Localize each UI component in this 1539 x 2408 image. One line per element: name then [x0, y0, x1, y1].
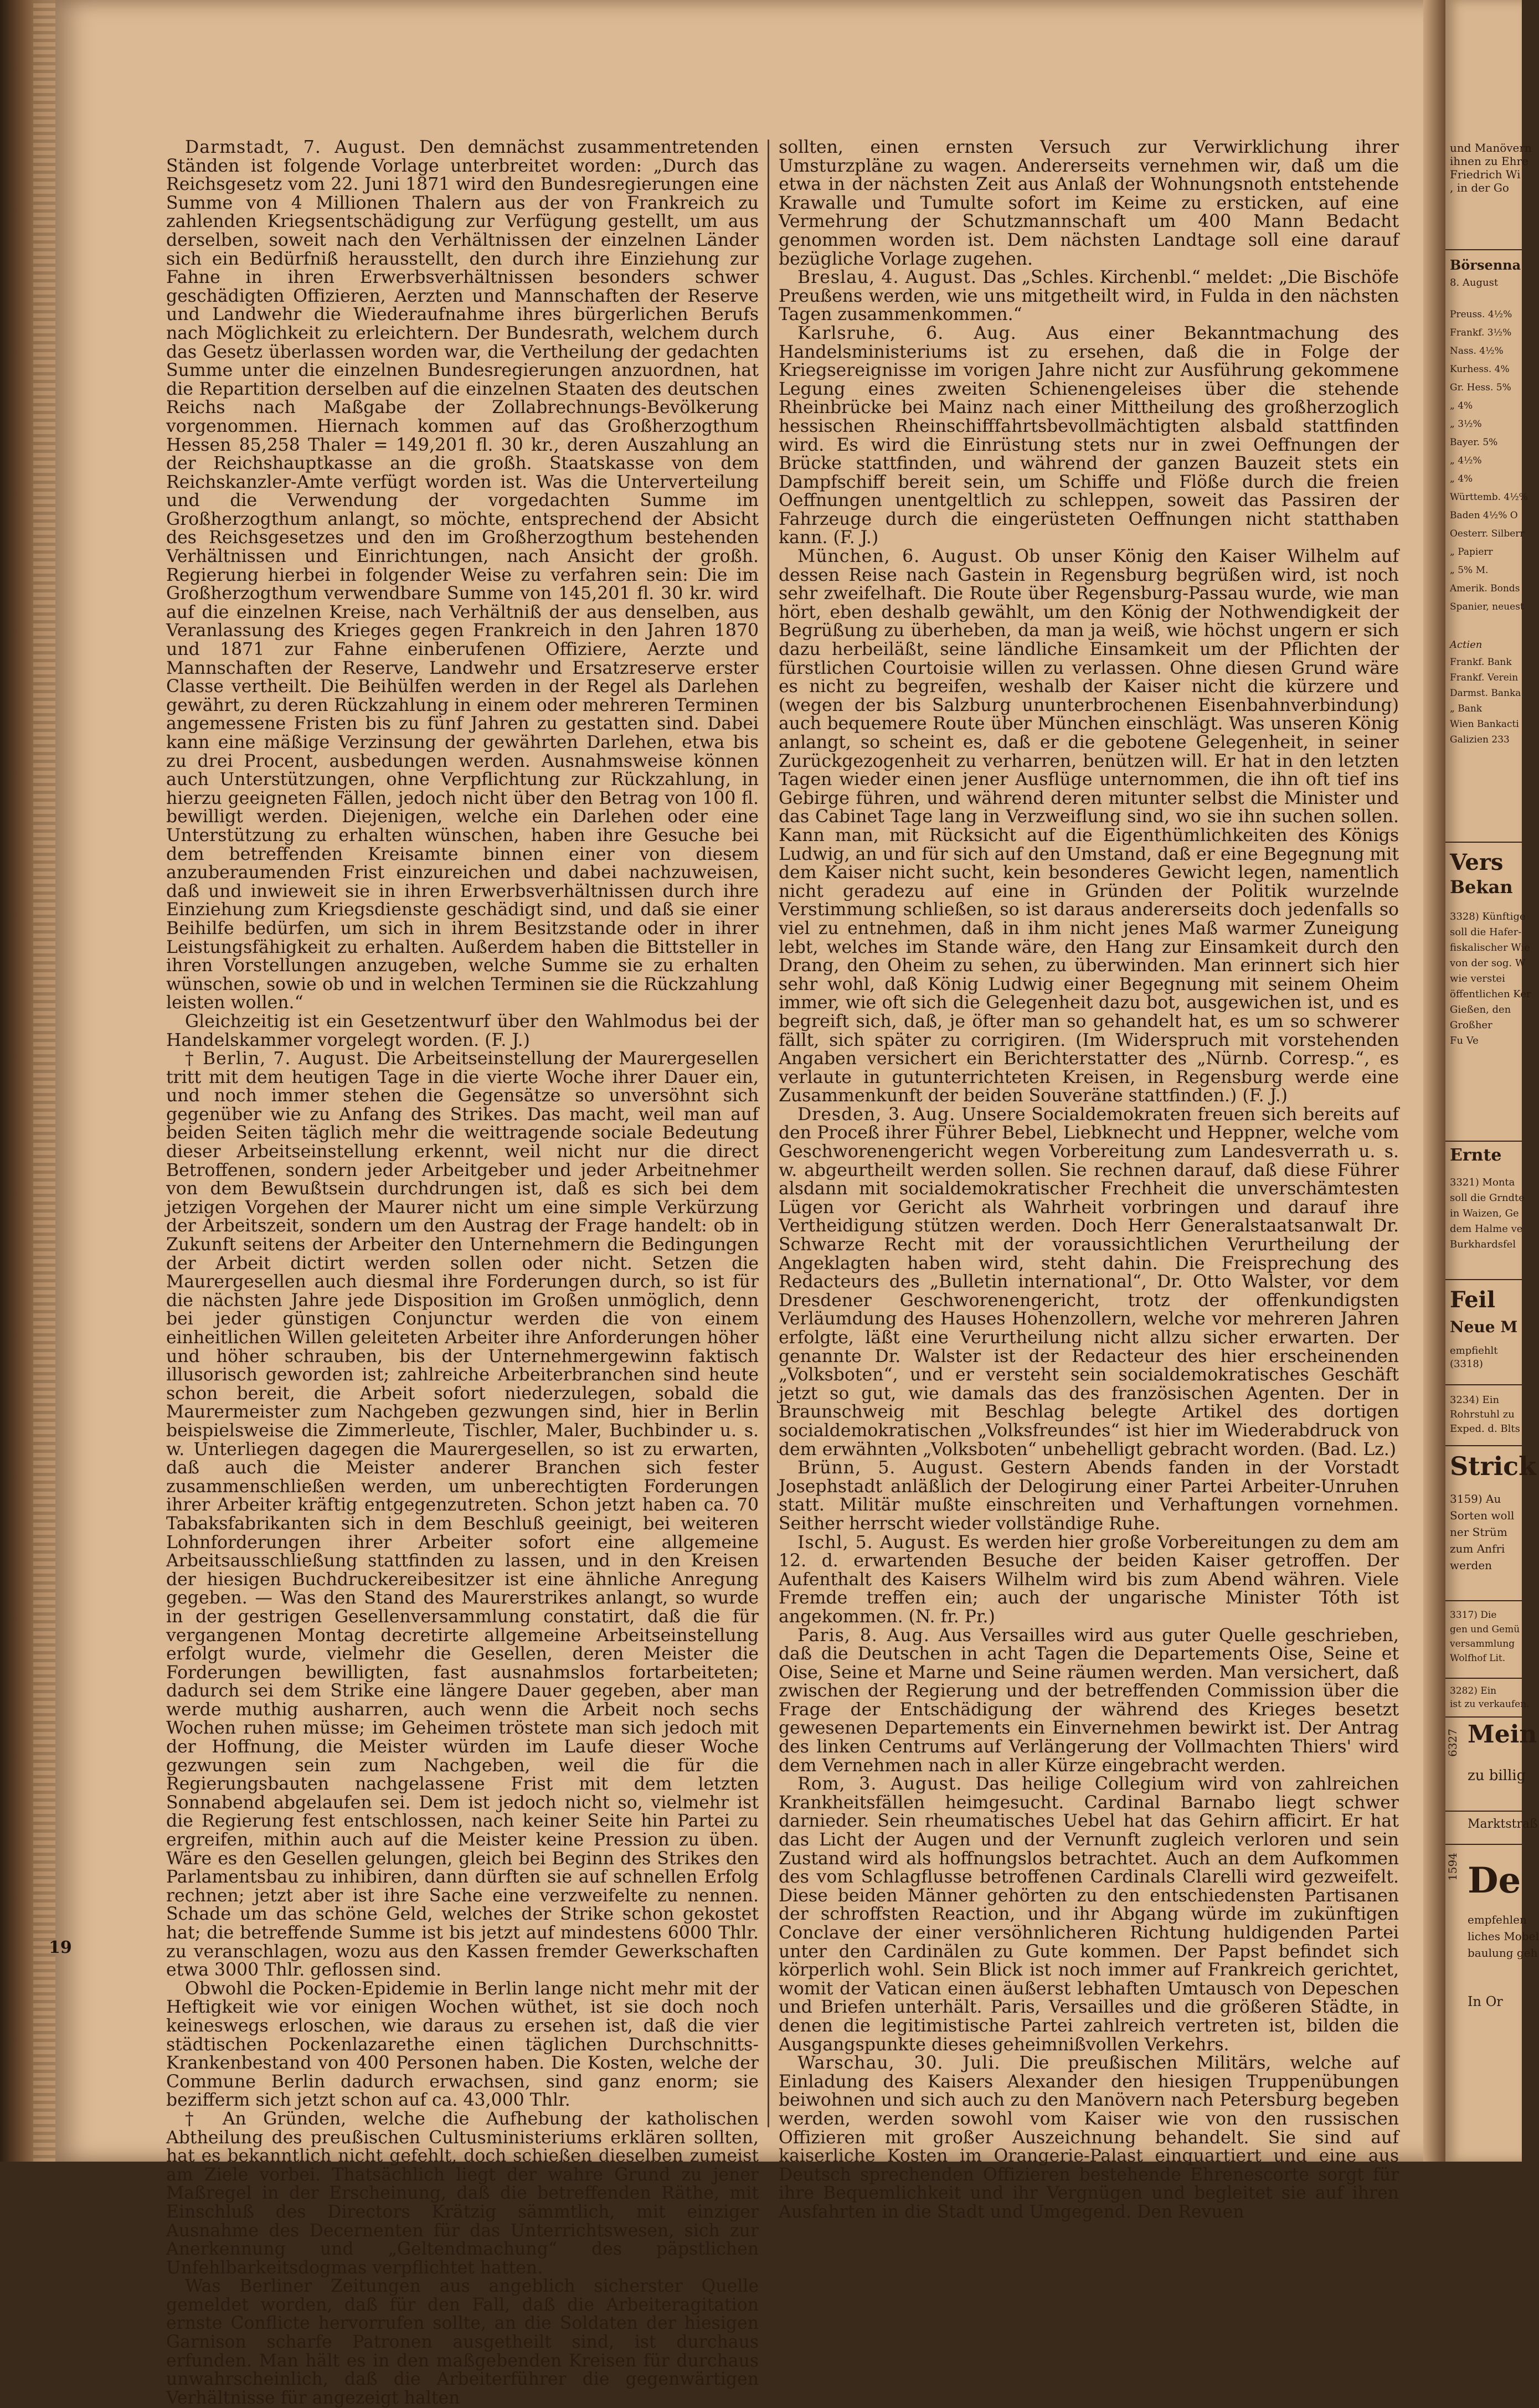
strip-line: Darmst. Banka — [1450, 688, 1521, 699]
article-text: sollten, einen ernsten Versuch zur Verwirklichung ihrer Umsturzpläne zu wagen. Andererseits vernehmen wir, daß um die etwa in der nächsten Zeit aus Anlaß der Wohnungsnoth entstehende Krawalle und Tumulte sofort im Keime zu ersticken, auf eine Vermehrung der Schutzmannschaft um 400 Mann Bedacht genommen worden ist. Dem nächsten Landtage soll eine darauf bezügliche Vorlage zugehen. — [779, 137, 1399, 269]
ad-neue-head: Neue M — [1450, 1318, 1518, 1336]
strip-line: werden — [1450, 1559, 1492, 1572]
strip-line: Großher — [1450, 1019, 1492, 1031]
article-paragraph — [779, 1627, 1399, 1776]
article-paragraph — [779, 1775, 1399, 2054]
ad-feil — [1445, 1279, 1522, 1391]
strip-line: Marktstraß — [1468, 1817, 1538, 1831]
ad-verkauf — [1445, 1678, 1530, 1718]
article-text: Den demnächst zusammentretenden Ständen ist folgende Vorlage unterbreitet worden: „Durch das Reichsgesetz vom 22. Juni 1871 wird den Bundesregierungen eine Summe von 4 Millionen Thalern aus der von Frankreich zu zahlenden Kriegsentschädigung zur Verfügung gestellt, um aus derselben, soweit nach den Verhältnissen der einzelnen Länder sich ein Bedürfniß herausstellt, den durch ihre Einziehung zur Fahne in ihren Erwerbsverhältnissen besonders schwer geschädigten Offizieren, Aerzten und Mannschaften der Reserve und Landwehr die Wiederaufnahme ihres bürgerlichen Berufs nach Möglichkeit zu erleichtern. Der Bundesrath, welchem durch das Gesetz überlassen worden war, die Vertheilung der gedachten Summe unter die einzelnen Bundesregierungen anzuordnen, hat die Repartition derselben auf die einzelnen Staaten des deutschen Reichs nach Maßgabe der Zollabrechnungs-Bevölkerung vorgenommen. Hiernach kommen auf das Großherzogthum Hessen 85,258 Thaler = 149,201 fl. 30 kr., deren Auszahlung an der Reichshauptkasse an die großh. Staatskasse von dem Reichskanzler-Amte verfügt worden ist. Was die Unterverteilung und die Verwendung der vorgedachten Summe im Großherzogthum anlangt, so möchte, entsprechend der Absicht des Reichsgesetzes und den im Großherzogthum bestehenden Verhältnissen und Einrichtungen, nach Ansicht der großh. Regierung hierbei in folgender Weise zu verfahren sein: Die im Großherzogthum verwendbare Summe von 145,201 fl. 30 kr. wird auf die einzelnen Kreise, nach Verhältniß der aus denselben, aus Veranlassung des Krieges gegen Frankreich in den Jahren 1870 und 1871 zur Fahne einberufenen Offiziere, Aerzte und Mannschaften der Reserve, Landwehr und Ersatzreserve erster Classe vertheilt. Die Beihülfen werden in der Regel als Darlehen gewährt, zu deren Rückzahlung in einem oder mehreren Terminen angemessene Fristen bis zu fünf Jahren zu gestatten sind. Dabei kann eine mäßige Verzinsung der gewährten Darlehen, etwa bis zu drei Procent, ausbedungen werden. Ausnahmsweise können auch Unterstützungen, ohne Verpflichtung zur Rückzahlung, in hierzu geeigneten Fällen, jedoch nicht über den Betrag von 100 fl. bewilligt werden. Diejenigen, welche ein Darlehen oder eine Unterstützung zu erhalten wünschen, haben ihre Gesuche bei dem betreffenden Kreisamte binnen einer von diesem anzuberaumenden Frist einzureichen und dabei nachzuweisen, daß und inwieweit sie in ihren Erwerbsverhältnissen durch ihre Einziehung zum Kriegsdienste geschädigt sind, und daß sie einer Beihilfe bedürfen, um sich in ihrem Besitzstande oder in ihrer Leistungsfähigkeit zu erhalten. Außerdem haben die Bittsteller in ihren Vorstellungen anzugeben, welche Summe sie zu erhalten wünschen, sowie ob und in welchen Terminen sie die Rückzahlung leisten wollen.“ — [166, 137, 759, 1013]
strip-line: Württemb. 4½% — [1450, 492, 1528, 503]
dateline: Dresden, 3. Aug. — [797, 1104, 956, 1125]
strip-line: soll die Grndte — [1450, 1192, 1525, 1204]
ad-feil-text — [1450, 1344, 1520, 1371]
dateline: Warschau, 30. Juli. — [797, 2053, 1001, 2074]
ad-marktstrasse — [1445, 1811, 1538, 1845]
ad-ernte-text — [1450, 1175, 1525, 1252]
article-paragraph — [166, 2277, 759, 2407]
page-gutter — [1423, 0, 1445, 2162]
ad-ernte — [1445, 1141, 1525, 1280]
dateline: Karlsruhe, 6. Aug. — [797, 323, 1017, 343]
article-text: Es werden hier große Vorbereitungen zu dem am 12. d. erwartenden Besuche der beiden Kaiser getroffen. Der Aufenthalt des Kaisers Wilhelm wird bis zum Abend währen. Viele Fremde treffen ein; auch der ungarische Minister Tóth ist angekommen. — [779, 1532, 1399, 1627]
strip-line: Friedrich Wi — [1450, 168, 1521, 181]
article-paragraph — [166, 1050, 759, 1980]
strip-line: Wolfhof Lit. — [1450, 1653, 1506, 1664]
ad-verkauf-text — [1450, 1684, 1530, 1711]
dateline: † Berlin, 7. August. — [185, 1049, 370, 1069]
strip-line: 3234) Ein — [1450, 1394, 1500, 1406]
ad-mein — [1445, 1716, 1537, 1812]
strip-line: soll die Hafer- — [1450, 926, 1522, 938]
source-credit: (Bad. Lz.) — [1310, 1439, 1397, 1460]
strip-line: zum Anfri — [1450, 1542, 1505, 1555]
side-number: 1594 — [1446, 1853, 1459, 1881]
article-text: Die preußischen Militärs, welche auf Einladung des Kaisers Alexander den hiesigen Truppenübungen beiwohnen und sich auch zu den Manövern nach Petersburg begeben werden, werden sowohl vom Kaiser wie von den russischen Offizieren mit großer Auszeichnung behandelt. Sie sind auf kaiserliche Kosten im Orangerie-Palast einquartiert und eine aus Deutsch sprechenden Offizieren bestehende Ehrenescorte sorgt für ihre Bequemlichkeit und ihr Vergnügen und begleitet sie auf ihren Ausfahrten in die Stadt und Umgegend. Den Revuen — [779, 2053, 1399, 2222]
adjacent-page-strip — [1445, 0, 1539, 2162]
article-paragraph — [779, 548, 1399, 1106]
strip-line: zu billig — [1468, 1767, 1526, 1784]
strip-line: (3318) — [1450, 1358, 1483, 1370]
dateline: Rom, 3. August. — [797, 1774, 962, 1795]
strip-line: „ 5% M. — [1450, 565, 1489, 576]
strip-line: „ 4% — [1450, 473, 1473, 484]
strip-line: Galizien 233 — [1450, 734, 1510, 745]
strip-line: von der sog. W — [1450, 957, 1526, 969]
strip-line: und Manövern — [1450, 141, 1532, 154]
dateline: Darmstadt, 7. August. — [185, 137, 406, 157]
ad-mein-text — [1468, 1767, 1537, 1784]
strip-line: Burkhardsfel — [1450, 1239, 1516, 1250]
dateline: Brünn, 5. August. — [797, 1458, 985, 1478]
actien-heading: Actien — [1450, 639, 1483, 651]
strip-line: 3321) Monta — [1450, 1177, 1515, 1188]
article-paragraph — [779, 138, 1399, 269]
strip-line: „ Papierr — [1450, 546, 1493, 558]
strip-line: ihnen zu Ehre — [1450, 154, 1528, 168]
strip-line: empfehlen — [1468, 1913, 1527, 1926]
strip-line: Frankf. Verein — [1450, 672, 1519, 683]
strip-line: Gr. Hess. 5% — [1450, 382, 1511, 393]
article-paragraph — [779, 1106, 1399, 1459]
article-text: Die Arbeitseinstellung der Maurergesellen tritt mit dem heutigen Tage in die vierte Woche ihrer Dauer ein, und noch immer stehen die Gegensätze so unversöhnt sich gegenüber wie zu Anfang des Strikes. Das macht, weil man auf beiden Seiten täglich mehr die weittragende sociale Bedeutung dieser Arbeitseinstellung erkennt, weil nicht nur die direct Betroffenen, sondern jeder Arbeitgeber und jeder Arbeitnehmer von dem Bewußtsein durchdrungen ist, daß es sich bei dem jetzigen Vorgehen der Maurer nicht um eine simple Verkürzung der Arbeitszeit, sondern um den Austrag der Frage handelt: ob in Zukunft seitens der Arbeiter den Unternehmern die Bedingungen der Arbeit dictirt werden sollen oder nicht. Setzen die Maurergesellen auch diesmal ihre Forderungen durch, so ist für die nächsten Jahre jede Disposition im Großen unmöglich, denn bei jeder günstigen Conjunctur werden die von einem einheitlichen Willen geleiteten Arbeiter ihre Anforderungen höher und höher schrauben, bis der Unternehmergewinn faktisch illusorisch geworden ist; zahlreiche Arbeiterbranchen sind heute schon bereit, die Arbeit sofort niederzulegen, sobald die Maurermeister zum Nachgeben gezwungen sind, hier in Berlin beispielsweise die Zimmerleute, Tischler, Maler, Buchbinder u. s. w. Unterliegen dagegen die Maurergesellen, so ist zu erwarten, daß auch die Meister anderer Branchen sich fester zusammenschließen werden, um unberechtigten Forderungen ihrer Arbeiter kräftig entgegenzutreten. Schon jetzt haben ca. 70 Tabaksfabrikanten sich in dem Beschluß geeinigt, bei weiteren Lohnforderungen ihrer Arbeiter sofort eine allgemeine Arbeitsausschließung stattfinden zu lassen, und in den Kreisen der hiesigen Buchdruckereibesitzer ist eine ähnliche Anregung gegeben. — Was den Stand des Maurerstrikes anlangt, so wurde in der gestrigen Gesellenversammlung constatirt, daß die für vergangenen Montag decretirte allgemeine Arbeitseinstellung erfolgt wurde, vielmehr die Gesellen, deren Meister die Forderungen bewilligten, fast ausnahmslos fortarbeiteten; dadurch sei dem Strike eine längere Dauer gegeben, aber man werde muthig ausharren, auch wenn die Arbeit noch sechs Wochen ruhen müsse; im Geheimen tröstete man sich jedoch mit der Hoffnung, die Meister würden im Laufe dieser Woche gezwungen sein zum Nachgeben, weil die für die Regierungsbauten nachgelassene Frist mit dem letzten Sonnabend abgelaufen sei. Dem ist jedoch nicht so, vielmehr ist die Regierung fest entschlossen, nach keiner Seite hin Partei zu ergreifen, mithin auch auf die Meister keine Pression zu üben. Wäre es den Gesellen gelungen, gleich bei Beginn des Strikes den Parlamentsbau zu inhibiren, dann dürften sie auf schnellen Erfolg rechnen; jetzt aber ist ihre Sache eine verzweifelte zu nennen. Schade um das schöne Geld, welches der Strike schon gekostet hat; die betreffende Summe ist bis jetzt auf mindestens 6000 Thlr. zu veranschlagen, wozu aus den Kassen fremder Gewerkschaften etwa 3000 Thlr. geflossen sind. — [166, 1049, 759, 1981]
strip-line: Fu Ve — [1450, 1035, 1479, 1046]
right-column — [779, 138, 1399, 2222]
boerse-box — [1445, 249, 1528, 854]
article-text: Aus einer Bekanntmachung des Handelsministeriums ist zu ersehen, daß die in Folge der Kriegsereignisse im vorigen Jahre nicht zur Ausführung gekommene Legung eines zweiten Schienengeleises über die stehende Rheinbrücke bei Mainz nach einer Mittheilung des großherzoglich hessischen Rheinschifffahrtsbevollmächtigten alsbald stattfinden wird. Es wird die Einrüstung stets nur in zwei Oeffnungen der Brücke stattfinden, und während der ganzen Bauzeit stets ein Dampfschiff bereit sein, um Schiffe und Flöße durch die freien Oeffnungen unentgeltlich zu schleppen, soweit das Passiren der Fahrzeuge durch die eingerüsteten Oeffnungen nicht statthaben kann. — [779, 323, 1399, 548]
dateline: Paris, 8. Aug. — [797, 1625, 930, 1646]
ad-de-footer — [1468, 1994, 1537, 2009]
strip-line: Frankf. Bank — [1450, 657, 1512, 668]
strip-line: versammlung — [1450, 1638, 1515, 1649]
article-paragraph — [779, 1534, 1399, 1627]
article-paragraph — [166, 138, 759, 1013]
article-paragraph — [779, 1459, 1399, 1533]
dateline: München, 6. August. — [797, 546, 1003, 567]
strip-line: Spanier, neuest — [1450, 601, 1524, 612]
ad-gemuese — [1445, 1600, 1522, 1679]
source-credit: (F. J.) — [1242, 1086, 1288, 1106]
dateline: † — [185, 2108, 206, 2129]
strip-line: Oesterr. Silberr — [1450, 528, 1525, 539]
left-column — [166, 138, 759, 2407]
ad-strick-text — [1450, 1491, 1520, 1574]
ad-de-text — [1468, 1911, 1537, 1961]
column-rule — [768, 140, 769, 2127]
strip-line: 3317) Die — [1450, 1610, 1497, 1621]
article-text: Unsere Socialdemokraten freuen sich bereits auf den Proceß ihrer Führer Bebel, Liebknecht und Heppner, welche vom Geschworenengericht wegen Vorbereitung zum Landesverrath u. s. w. abgeurtheilt werden sollen. Sie rechnen darauf, daß diese Führer alsdann mit socialdemokratischer Frechheit die unverschämtesten Lügen vor Gericht als Wahrheit vorbringen und darauf ihre Vertheidigung stützen werden. Doch Herr Generalstaatsanwalt Dr. Schwarze Recht mit der voraussichtlichen Verurtheilung der Angeklagten haben wird, steht dahin. Die Freisprechung des Redacteurs des „Bulletin international“, Dr. Otto Walster, vor dem Dresdener Geschworenengericht, trotz der offenkundigsten Verläumdung des Hauses Hohenzollern, welche vor mehreren Jahren erfolgte, läßt eine Verurtheilung nicht allzu sicher erwarten. Der genannte Dr. Walster ist der Redacteur des hier erscheinenden „Volksboten“, und er versteht sein socialdemokratisches Geschäft jetzt so gut, wie damals das des französischen Agenten. Der in Braunschweig mit Beschlag belegte Artikel des dortigen socialdemokratischen „Volksfreundes“ ist hier im Wiederabdruck von dem erwähnten „Volksboten“ unbehelligt gebracht worden. — [779, 1104, 1399, 1460]
article-paragraph — [779, 324, 1399, 548]
article-paragraph — [166, 1013, 759, 1050]
strip-line: Exped. d. Blts — [1450, 1423, 1520, 1435]
dateline: Breslau, 4. August. — [797, 267, 977, 288]
strip-line: „ Bank — [1450, 703, 1483, 714]
ad-gemuese-text — [1450, 1608, 1520, 1666]
ad-marktstrasse-text — [1468, 1817, 1537, 1832]
article-paragraph — [166, 2110, 759, 2277]
strip-line: Frankf. 3½% — [1450, 327, 1512, 338]
strip-top-lines — [1450, 141, 1532, 194]
article-text: Das „Schles. Kirchenbl.“ meldet: „Die Bischöfe Preußens werden, wie uns mitgetheilt wird, in Fulda in den nächsten Tagen zusammenkommen.“ — [779, 267, 1399, 325]
article-text: Obwohl die Pocken-Epidemie in Berlin lange nicht mehr mit der Heftigkeit wie vor einigen Wochen wüthet, ist sie doch noch keineswegs erloschen, wie daraus zu ersehen ist, daß die vier städtischen Pockenlazarethe einen täglichen Durchschnitts-Krankenbestand von 400 Personen haben. Die Kosten, welche der Commune Berlin dadurch erwachsen, sind ganz enorm; sie bezifferm sich jetzt schon auf ca. 43,000 Thlr. — [166, 1978, 759, 2111]
strip-line: „ 4% — [1450, 400, 1473, 411]
ad-versteigerung-head: Vers — [1450, 849, 1504, 875]
strip-line: 3159) Au — [1450, 1492, 1501, 1505]
ad-de-head: De — [1468, 1860, 1521, 1901]
strip-line: Nass. 4½% — [1450, 346, 1504, 357]
source-credit: (N. fr. Pr.) — [908, 1606, 995, 1627]
strip-line: Amerik. Bonds — [1450, 583, 1520, 594]
strip-line: Sorten woll — [1450, 1509, 1515, 1522]
actien-rates — [1450, 654, 1520, 747]
source-credit: (F. J.) — [485, 1030, 530, 1050]
article-text: Das heilige Collegium wird von zahlreichen Krankheitsfällen heimgesucht. Cardinal Barnabo liegt schwer darnieder. Sein rheumatisches Uebel hat das Gehirn afficirt. Er hat das Licht der Augen und der Vernunft zugleich verloren und sein Zustand wird als hoffnungslos betrachtet. Auch an dem Aufkommen des vom Schlagflusse betroffenen Cardinals Clarelli wird gezweifelt. Diese beiden Männer gehörten zu den entschiedensten Partisanen der schroffsten Reaction, und ihr Abgang würde im zukünftigen Conclave der einer versöhnlicheren Richtung huldigenden Partei unter den Cardinälen zu Gute kommen. Der Papst befindet sich körperlich wohl. Sein Blick ist noch immer auf Frankreich gerichtet, womit der Vatican einen äußerst lebhaften Umtausch von Depeschen und Briefen unterhält. Paris, Versailles und die größeren Städte, in denen die legitimistische Partei zahlreich vertreten ist, bilden die Ausgangspunkte dieses geheimnißvollen Verkehrs. — [779, 1774, 1399, 2055]
strip-line: Wien Bankacti — [1450, 719, 1519, 730]
strip-line: Preuss. 4½% — [1450, 309, 1512, 320]
strip-line: fiskalischer Wie — [1450, 942, 1530, 953]
strip-line: empfiehlt — [1450, 1345, 1498, 1357]
ad-versteigerung — [1445, 842, 1531, 1142]
strip-line: „ 3½% — [1450, 419, 1482, 430]
ad-de — [1445, 1844, 1539, 2066]
strip-line: in Waizen, Ge — [1450, 1208, 1519, 1219]
strip-line: Bayer. 5% — [1450, 437, 1498, 448]
strip-line: ner Strüm — [1450, 1525, 1507, 1539]
ad-feil-head: Feil — [1450, 1287, 1496, 1313]
binding-edge — [33, 0, 55, 2162]
strip-line: baulung geh — [1468, 1946, 1538, 1960]
strip-line: Baden 4½% O — [1450, 510, 1518, 521]
boerse-heading: Börsenna — [1450, 257, 1521, 273]
strip-line: Kurhess. 4% — [1450, 364, 1510, 375]
article-text: Was Berliner Zeitungen aus angeblich sicherster Quelle gemeldet worden, daß für den Fall, daß die Arbeiteragitation ernste Conflicte hervorrufen sollte, an die Soldaten der hiesigen Garnison scharfe Patronen ausgetheilt sind, ist durchaus erfunden. Man hält es in den maßgebenden Kreisen für durchaus unwahrscheinlich, daß die Arbeiterführer die gegenwärtigen Verhältnisse für angezeigt halten — [166, 2276, 759, 2408]
strip-line: 3282) Ein — [1450, 1685, 1497, 1697]
strip-line: In Or — [1468, 1994, 1503, 2009]
article-text: Aus Versailles wird aus guter Quelle geschrieben, daß die Deutschen in acht Tagen die Departements Oise, Seine et Oise, Seine et Marne und Seine räumen werden. Man versichert, daß zwischen der Regierung und der betreffenden Commission über die Frage der Entschädigung der während des Krieges besetzt gewesenen Departements ein Einvernehmen bewirkt ist. Der Antrag des linken Centrums auf Verlängerung der Vollmachten Thiers' wird dem Vernehmen nach in aller Kürze eingebracht werden. — [779, 1625, 1399, 1776]
article-paragraph — [779, 269, 1399, 324]
article-text: An Gründen, welche die Aufhebung der katholischen Abtheilung des preußischen Cultusministeriums erklären sollten, hat es bekanntlich nicht gefehlt, doch schießen dieselben zumeist am Ziele vorbei. Thatsächlich liegt der wahre Grund zu jener Maßregel in der Erscheinung, daß die betreffenden Räthe, mit Einschluß des Directors Krätzig sämmtlich, mit einziger Ausnahme des Decernenten für das Unterrichtswesen, sich zur Anerkennung und „Geltendmachung“ des päpstlichen Unfehlbarkeitsdogmas verpflichtet hatten. — [166, 2108, 759, 2278]
strip-line: dem Halme ve — [1450, 1223, 1523, 1235]
strip-line: öffentlichen Ker — [1450, 988, 1531, 1000]
ad-strick — [1445, 1445, 1537, 1601]
ad-strick-head: Strick — [1450, 1451, 1537, 1481]
strip-line: , in der Go — [1450, 181, 1509, 194]
article-paragraph — [166, 1980, 759, 2110]
strip-line: 3328) Künftige — [1450, 911, 1526, 922]
strip-line: gen und Gemü — [1450, 1624, 1520, 1635]
margin-number: 19 — [49, 1938, 72, 1957]
strip-line: Gießen, den — [1450, 1004, 1511, 1015]
strip-line: „ 4½% — [1450, 455, 1482, 466]
ad-bekanntmachung-head: Bekan — [1450, 876, 1513, 898]
strip-line: ist zu verkaufen. — [1450, 1699, 1530, 1710]
article-text: Ob unser König den Kaiser Wilhelm auf dessen Reise nach Gastein in Regensburg begrüßen wird, ist noch sehr zweifelhaft. Die Route über Regensburg-Passau wurde, wie man hört, eben deshalb gewählt, um den König der Nothwendigkeit der Begrüßung zu überheben, da man ja weiß, wie höchst ungern er sich dazu herbeiläßt, seine ländliche Einsamkeit um der Pflichten der fürstlichen Courtoisie willen zu verlassen. Ohne diesen Grund wäre es nicht zu begreifen, weshalb der Kaiser nicht die kürzere und (wegen der bis Salzburg ununterbrochenen Eisenbahnverbindung) auch bequemere Route über München einschlägt. Was unseren König anlangt, so scheint es, daß er die gebotene Gelegenheit, in seiner Zurückgezogenheit zu verharren, benützen will. Er hat in den letzten Tagen wieder einen jener Ausflüge unternommen, die ihn oft tief ins Gebirge führen, und während deren mitunter selbst die Minister und das Cabinet Tage lang in Verzweiflung sind, wo sie ihn suchen sollen. Kann man, mit Rücksicht auf die Eigenthümlichkeiten des Königs Ludwig, an und für sich auf den Umstand, daß er eine Begegnung mit dem Kaiser nicht sucht, kein besonderes Gewicht legen, namentlich nicht geradezu auf eine in Gründen der Politik wurzelnde Verstimmung schließen, so ist daraus andererseits doch jedenfalls so viel zu entnehmen, daß in ihm nicht jenes Maß warmer Zuneigung lebt, welches im Stande wäre, den Hang zur Einsamkeit durch den Drang, den Oheim zu sehen, zu überwinden. Man erinnert sich hier sehr wohl, daß König Ludwig einer Begegnung mit seinem Oheim immer, wie oft sich die Gelegenheit dazu bot, ausgewichen ist, und es begreift sich, daß, je öfter man so gehandelt hat, es um so schwerer fällt, sich später zu corrigiren. (Im Widerspruch mit vorstehenden Angaben versichert ein Berichterstatter des „Nürnb. Corresp.“, es verlaute in gutunterrichteten Kreisen, in Regensburg werde eine Zusammenkunft der beiden Souveräne stattfinden.) — [779, 546, 1399, 1106]
dateline: Ischl, 5. August. — [797, 1532, 952, 1553]
ad-versteigerung-text — [1450, 909, 1531, 1049]
article-text: Gleichzeitig ist ein Gesetzentwurf über den Wahlmodus bei der Handelskammer vorgelegt worden. — [166, 1011, 759, 1050]
ad-rohrstuhl — [1445, 1384, 1522, 1446]
boerse-rates — [1450, 306, 1528, 616]
ad-rohrstuhl-text — [1450, 1393, 1520, 1436]
ad-ernte-head: Ernte — [1450, 1146, 1502, 1165]
boerse-date: 8. August — [1450, 277, 1499, 288]
source-credit: (F. J.) — [833, 528, 879, 548]
strip-line: liches Mobel — [1468, 1930, 1539, 1943]
strip-line: Rohrstuhl zu — [1450, 1409, 1515, 1420]
ad-mein-head: Mein — [1468, 1720, 1537, 1749]
article-text: Gestern Abends fanden in der Vorstadt Josephstadt anläßlich der Delogirung einer Partei Arbeiter-Unruhen statt. Militär mußte einschreiten und Verhaftungen vornehmen. Seither herrscht wieder vollständige Ruhe. — [779, 1458, 1399, 1534]
side-number: 6327 — [1446, 1729, 1459, 1757]
strip-line: wie verstei — [1450, 973, 1505, 984]
article-paragraph — [779, 2054, 1399, 2221]
